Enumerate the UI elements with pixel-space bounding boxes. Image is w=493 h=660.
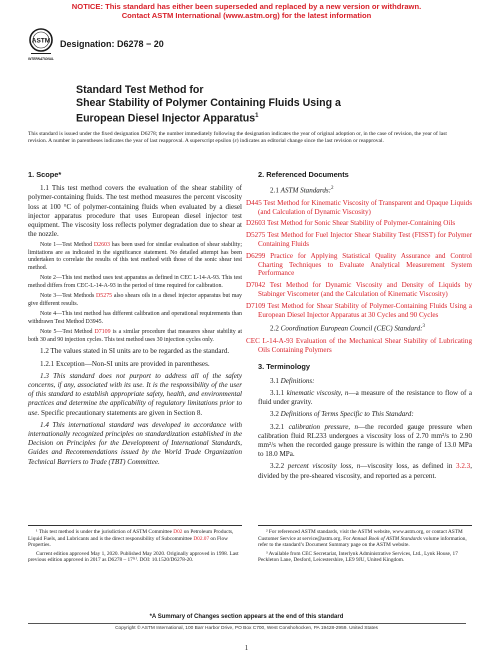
left-column: [28, 170, 242, 470]
para-2-1-num: 2.1: [270, 186, 281, 195]
notice-line-1: NOTICE: This standard has either been superseded and replaced by a new version or withdrawn.: [71, 2, 422, 11]
title-line-1: Standard Test Method for: [76, 84, 204, 96]
para-1-1: 1.1 This test method covers the evaluation of the shear stability of polymer-containing fluids. The test method measures the percent viscosity loss at 100 °C of polymer-containing fluids when evaluated by a diesel injector apparatus procedure that uses European diesel injector test equipment. The viscosity loss reflects polymer degradation due to shear at the nozzle.: [28, 184, 242, 239]
note-5: [28, 329, 242, 344]
ref-d7042: [246, 281, 472, 299]
para-3-2-2-num: 3.2.2: [270, 462, 288, 471]
copyright-line: Copyright © ASTM International, 100 Barr Harbor Drive, PO Box C700, West Conshohocken, PA 19428-2959. United States: [115, 626, 378, 631]
ref-cec-l-14-a-93[interactable]: CEC L-14-A-93 Evaluation of the Mechanical Shear Stability of Lubricating Oils Containing Polymers: [246, 336, 472, 354]
issuance-note: This standard is issued under the fixed designation D6278; the number immediately following the designation indicates the year of original adoption or, in the case of revision, the year of last revision. A number in parentheses indicates the year of last reapproval. A superscript epsilon (ε) indicates an editorial change since the last revision or reapproval.: [28, 131, 447, 145]
note-1: [28, 242, 242, 272]
ref-d445: [246, 198, 472, 217]
para-1-2: 1.2 The values stated in SI units are to be regarded as the standard.: [40, 347, 230, 356]
ref-d6299-title[interactable]: Practice for Applying Statistical Quality Assurance and Control Charting Techniques to Evaluate Analytical Measurement System Performance: [258, 251, 472, 278]
footnote-1-edition: Current edition approved May 1, 2020. Published May 2020. Originally approved in 1998. Last previous edition approved in 2017 as D6278 – 17⁽¹⁾. DOI: 10.1520/D6278-20.: [28, 550, 239, 564]
note-4: Note 4—This test method has different calibration and operational requirements than withdrawn Test Method D3945.: [28, 311, 242, 325]
ref-d5275: [246, 231, 472, 249]
note-5-body: is a similar procedure that measures shear stability at both 30 and 90 injection cycles. This test method uses 30 injection cycles only.: [28, 329, 242, 343]
title-line-2: Shear Stability of Polymer Containing Fluids Using a: [76, 97, 341, 109]
term-percent-viscosity-loss: percent viscosity loss, n: [287, 462, 361, 471]
ref-d7109: [246, 301, 472, 320]
para-1-3-italic: 1.3 This standard does not purport to address all of the safety concerns, if any, associated with its use. It is the responsibility of the user of this standard to establish appropriate safety, health, and environmental practices and determine the applicability of regulatory limitations prior to use.: [28, 371, 242, 417]
note-3: [28, 293, 242, 308]
para-2-1: [258, 184, 472, 196]
para-3-2-num: 3.2: [270, 410, 281, 419]
footnote-2-a: ² For referenced ASTM standards, visit the ASTM website, www.astm.org, or contact ASTM Customer Service at service@astm.org. For: [258, 529, 463, 542]
para-2-1-sup: 2: [331, 186, 334, 192]
ref-d5275-title[interactable]: Test Method for Fuel Injector Shear Stability Test (FISST) for Polymer Containing Fluids: [258, 231, 472, 248]
footnote-3: ³ Available from CEC Secretariat, Interlynk Administrative Services, Ltd., Lynk House, 17 Peckleton Lane, Desford, Leicestershire, LE9 9JU, United Kingdom.: [258, 550, 458, 564]
svg-text:INTERNATIONAL: INTERNATIONAL: [28, 57, 54, 61]
title-line-3: [76, 110, 436, 126]
para-3-1-label: Definitions:: [280, 376, 315, 385]
link-section-3-2-3[interactable]: 3.2.3: [456, 462, 471, 471]
para-2-2-num: 2.2: [270, 324, 281, 333]
link-subcommittee-d02-07[interactable]: D02.07: [193, 535, 210, 542]
term-calibration-pressure: calibration pressure, n: [288, 422, 359, 431]
link-committee-d02[interactable]: D02: [173, 529, 183, 535]
para-3-1-1-num: 3.1.1: [270, 388, 287, 397]
link-d2603[interactable]: D2603: [93, 242, 110, 249]
ref-d7109-title[interactable]: Test Method for Shear Stability of Polymer-Containing Fluids Using a European Diesel Injector Apparatus at 30 Cycles and 90 Cycles: [258, 301, 472, 319]
para-3-1-1: [258, 389, 472, 407]
para-3-2-label: Definitions of Terms Specific to This Standard:: [280, 410, 414, 419]
para-2-1-label: ASTM Standards:: [280, 186, 332, 195]
footnotes-right: [258, 525, 472, 566]
para-1-4: 1.4 This international standard was developed in accordance with internationally recognized principles on standardization established in the Decision on Principles for the Development of International Standards, Guides and Recommendations issued by the World Trade Organization Technical Barriers to Trade (TBT) Committee.: [28, 420, 242, 466]
notice-line-2: Contact ASTM International (www.astm.org) for the latest information: [121, 11, 372, 20]
footnote-1: [28, 529, 242, 549]
para-1-3-tail: Specific precautionary statements are given in Section 8.: [39, 408, 203, 417]
right-column: [246, 170, 473, 484]
para-2-2-label: Coordination European Council (CEC) Standard:: [280, 324, 423, 333]
ref-d7042-link[interactable]: D7042: [246, 281, 266, 290]
para-1-3: [28, 372, 242, 418]
ref-d6299: [246, 251, 472, 278]
footnote-2-b: volume information, refer to the standard’s Document Summary page on the ASTM website.: [258, 535, 467, 549]
para-3-2-1-num: 3.2.1: [270, 422, 289, 431]
link-d7109[interactable]: D7109: [94, 329, 111, 336]
para-3-2: [258, 410, 472, 419]
note-5-prefix: Note 5—Test Method: [40, 329, 95, 336]
summary-of-changes-note: *A Summary of Changes section appears at the end of this standard: [149, 614, 344, 620]
svg-text:ASTM: ASTM: [31, 37, 51, 45]
note-1-prefix: Note 1—Test Method: [40, 242, 94, 249]
section-referenced-documents-heading: 2. Referenced Documents: [258, 170, 349, 179]
para-3-2-2-def: —viscosity loss, as defined in: [360, 462, 457, 471]
astm-logo-icon: [28, 26, 54, 66]
note-1-body: has been used for similar evaluation of shear stability; limitations are as indicated in the significance statement. No detailed attempt has been undertaken to correlate the results of this test method with those of the sonic shear test method.: [28, 242, 242, 271]
para-3-1-num: 3.1: [270, 376, 281, 385]
para-2-2: [258, 322, 472, 334]
ref-d445-link[interactable]: D445: [246, 198, 262, 207]
para-3-1: [258, 377, 472, 386]
note-3-body: also shears oils in a diesel injector apparatus but may give different results.: [28, 293, 242, 307]
para-3-2-1-def: —the recorded gauge pressure when calibration fluid RL233 undergoes a viscosity loss of 2.70 mm²/s to 2.90 mm²/s when the recorded gauge pressure is within the range of 13.0 MPa to 18.0 MPa.: [258, 422, 472, 459]
para-3-2-2-tail: , divided by the pre-sheared viscosity, and reported as a percent.: [258, 462, 472, 480]
ref-d2603: [246, 219, 472, 228]
footnotes-left: [28, 525, 242, 566]
ref-d2603-title[interactable]: Test Method for Sonic Shear Stability of Polymer-Containing Oils: [265, 219, 456, 228]
footnote-1-a: ¹ This test method is under the jurisdiction of ASTM Committee: [36, 529, 174, 535]
note-3-prefix: Note 3—Test Methods: [40, 293, 97, 300]
document-title: [76, 84, 436, 126]
para-2-2-sup: 3: [422, 324, 426, 330]
para-3-2-1: [258, 423, 472, 460]
footnote-1-c: on Flow Properties.: [28, 535, 228, 549]
footnote-2: [258, 529, 472, 549]
section-scope-heading: 1. Scope*: [28, 170, 62, 179]
para-3-1-1-def: —a measure of the resistance to flow of a fluid under gravity.: [258, 388, 473, 407]
ref-d6299-link[interactable]: D6299: [246, 251, 266, 260]
link-d5275[interactable]: D5275: [96, 293, 113, 300]
para-1-2-1: 1.2.1 Exception—Non-SI units are provided in parentheses.: [40, 359, 210, 368]
ref-d2603-link[interactable]: D2603: [246, 219, 266, 228]
ref-d7042-title[interactable]: Test Method for Dynamic Viscosity and Density of Liquids by Stabinger Viscometer (and the Calculation of Kinematic Viscosity): [258, 281, 472, 298]
title-footnote-marker: 1: [255, 113, 259, 119]
ref-d7109-link[interactable]: D7109: [246, 301, 266, 310]
ref-d445-title[interactable]: Test Method for Kinematic Viscosity of Transparent and Opaque Liquids (and Calculation of Dynamic Viscosity): [258, 198, 472, 216]
footnote-2-italic: Annual Book of ASTM Standards: [351, 535, 422, 542]
term-kinematic-viscosity: kinematic viscosity, n: [286, 388, 349, 397]
page-number: 1: [244, 644, 249, 652]
note-2: Note 2—This test method uses test apparatus as defined in CEC L-14-A-93. This test method differs from CEC-L-14-A-93 in the period of time required for calibration.: [28, 275, 242, 289]
section-terminology-heading: 3. Terminology: [258, 362, 311, 372]
footnote-1-b: on Petroleum Products, Liquid Fuels, and Lubricants and is the direct responsibility of Subcommittee: [28, 529, 234, 542]
footer-divider: [28, 623, 466, 624]
title-line-3-text: European Diesel Injector Apparatus: [76, 112, 256, 125]
designation: Designation: D6278 − 20: [60, 39, 164, 49]
withdrawal-notice: [0, 2, 493, 20]
para-3-2-2: [258, 462, 472, 480]
ref-d5275-link[interactable]: D5275: [246, 231, 266, 240]
